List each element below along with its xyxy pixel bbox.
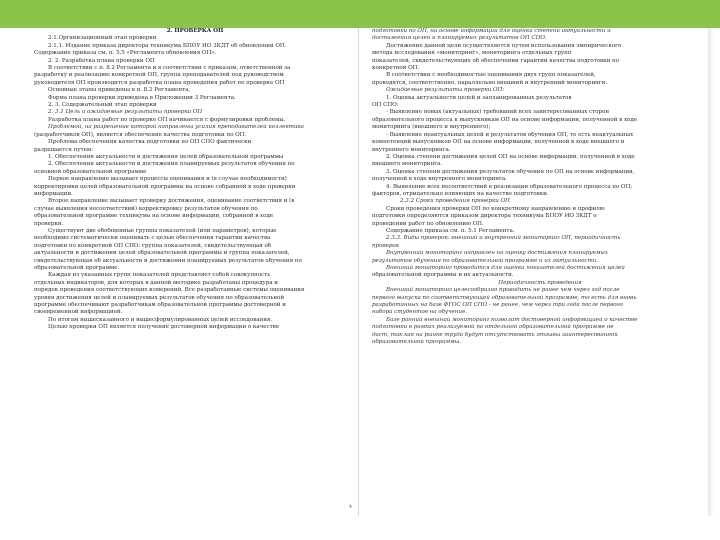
page-divider (358, 28, 359, 516)
right-text-line: набора студентов на обучение. (372, 309, 467, 316)
left-text-line: Форма плана проверки приведена в Приложении 3 Регламента. (48, 94, 236, 101)
right-text-line: разработанных на базе ФГОС ОП СПО - не ранее, чем через три года после первого (372, 302, 623, 309)
right-text-line: внешнего мониторинга. (372, 161, 443, 168)
left-text-line: основной образовательной программе (34, 168, 147, 175)
right-text-line: результатов обучения по образовательной программе и их актуальности. (372, 257, 599, 264)
right-text-line: образовательной программы. (372, 339, 461, 346)
right-text-line: Сроки проведения проверки ОП по конкретному направлению и профилю (386, 205, 605, 212)
left-text-line: проверки. (34, 220, 64, 227)
left-text-line: Основные этапы приведены в п. 8.2 Регламента, (48, 87, 191, 94)
left-text-line: Целью проверки ОП является получение достоверной информации о качестве (48, 324, 280, 331)
right-text-line: подготовки в рамках реализуемой по отдельной образовательной программе не (372, 324, 614, 331)
left-text-line: Проблемой, на разрешение которой направлены усилия преподавателей коллектива (48, 124, 304, 131)
left-text-line: порядок проведения соответствующих измерений. Все разработанные системы оценивания (34, 287, 305, 294)
left-text-line: свидетельствующая об актуальности и достижении планируемых результатов обучения по (34, 257, 302, 264)
right-text-line: Внешний мониторинг целесообразно проводить не ранее чем через год после (386, 287, 620, 294)
left-text-line: своевременной информацией. (34, 309, 123, 316)
right-text-line: достижения целей и планируемых результатов ОП СПО. (372, 35, 547, 42)
left-text-line: Каждая из указанных групп показателей представляет собой совокупность (48, 272, 271, 279)
left-text-line: Второе направление вызывает проверку достижения, оценивание соответствия и (в (48, 198, 295, 205)
right-text-line: Содержание приказа см. п. 5.1 Регламента. (386, 227, 515, 234)
right-text-line: 2.3.3. Виды проверок: внешний и внутренний мониторинг ОП, периодичность (386, 235, 621, 242)
right-text-line: В соответствии с необходимостью оценивания двух групп показателей, (386, 72, 596, 79)
right-text-line: 2.3.2 Сроки проведения проверки ОП (400, 198, 510, 205)
left-text-line: Существуют две обобщенные группы показателей (или параметров), которые (48, 227, 277, 234)
right-text-line: факторов, отрицательно влияющих на качество подготовки. (372, 190, 549, 197)
left-text-line: Содержание приказа см. п. 5.5 «Регламента обновления ОП». (34, 50, 217, 57)
left-text-line: В соответствии с п. 8.2 Регламента и в соответствии с приказом, ответственной за (48, 65, 291, 72)
left-text-line: 2. Обеспечения актуальности и достижения планируемых результатов обучения по (48, 161, 295, 168)
left-text-line: 2.1.Организационный этап проверки (48, 35, 157, 42)
left-text-line: 2.1.1. Издание приказа директора техникума БПОУ ИО ЗКДТ об обновлении ОП. (48, 42, 287, 49)
right-text-line: - Выявление новых (актуальных) требований всех заинтересованных сторон (386, 109, 610, 116)
left-text-line: По итогам вышесказанного и вышесформулированных целей исследования. (48, 316, 273, 323)
right-text-line: мониторинга (внешнего и внутреннего); (372, 124, 491, 131)
right-text-line: метода исследования «мониторинг», мониторинга отдельных групп (372, 50, 572, 57)
right-text-line: Ожидаемые результаты проверки ОП: (386, 87, 505, 94)
right-text-line: ОП СПО: (372, 102, 399, 109)
right-text-line: компетенций выпускников ОП на основе информации, полученной в ходе внешнего и (372, 139, 625, 146)
left-text-line: уровня достижения целей и планируемых результатов обучения по образовательной (34, 294, 285, 301)
right-text-line: Внутренний мониторинг направлен на оценку достижения планируемых (386, 250, 609, 257)
left-text-line: Первое направление вызывает процессы оценивания и (в случае необходимости) (48, 176, 287, 183)
left-text-line: случае выявления несоответствий) корректировку результатов обучения по (34, 205, 258, 212)
right-text-line: проверок (372, 242, 400, 249)
left-text-line: Разработка плана работ по проверке ОП начинается с формулировки проблемы. (48, 116, 286, 123)
right-text-line: показателей, свидетельствующих об обеспечении гарантии качества подготовки по (372, 57, 620, 64)
left-text-line: 1. Обеспечения актуальности и достижения целей образовательной программы (48, 153, 284, 160)
right-text-line: первого выпуска по соответствующей образовательной программе, то есть для вновь (372, 294, 637, 301)
left-text-line: 2. ПРОВЕРКА ОП (166, 28, 224, 34)
left-text-line: подготовки по конкретной ОП СПО: группа показателей, свидетельствующая об (34, 242, 272, 249)
right-text-line: даст, так как на рынке труда будут отсутствовать отзывы заинтересованной (372, 331, 618, 338)
left-text-line: руководителя ОП производится разработка плана проведения работ по проверке ОП (34, 79, 285, 86)
left-page (34, 28, 356, 516)
left-text-line: 2. 3.1 Цель и ожидаемые результаты проверки ОП (48, 109, 203, 116)
right-text-line: подготовки определяются приказом директора техникума БПОУ ИО ЗКДТ о (372, 213, 597, 220)
left-text-line: информации. (34, 190, 73, 197)
left-text-line: Проблема обеспечения качества подготовки по ОП СПО фактически (48, 139, 252, 146)
right-text-line: 4. Выявление всех несоответствий в реализации образовательного процесса по ОП; (386, 183, 633, 190)
right-text-line: внутреннего мониторинга. (372, 146, 451, 153)
right-text-line: подготовки по ОП, на основе информации для оценки степени актуальности и (372, 28, 611, 34)
page-shadow (708, 28, 714, 516)
right-text-line: 2. Оценка степени достижения целей ОП на основе информации, полученной в ходе (386, 153, 635, 160)
left-text-line: (разработчиков ОП), является обеспечение качества подготовки по ОП. (34, 131, 247, 138)
right-text-line: Базе ранний внешний мониторинг позволит достоверной информацией о качестве (386, 316, 638, 323)
top-accent-bar (0, 0, 720, 28)
left-text-line: 2. 2. Разработка плана проверки ОП (48, 57, 155, 64)
right-text-line: 1. Оценка актуальности целей и запланированных результатов (386, 94, 572, 101)
page-number: 4 (348, 504, 352, 510)
document-spread (14, 28, 708, 516)
right-text-line: Достижение данной цели осуществляется путем использования эмпирического (386, 42, 622, 49)
left-text-line: актуальности и достижении целей образовательной программы и группа показателей, (34, 250, 290, 257)
left-text-line: отдельных индикаторов, для которых в данной методике разработаны процедура и (34, 279, 278, 286)
right-text-line: Периодичность проведения (498, 279, 582, 286)
left-text-line: необходимо систематически оценивать с целью обеспечения гарантии качества (34, 235, 271, 242)
right-text-line: Внешний мониторинг проводится для оценки показателей достижения целей (386, 265, 625, 271)
right-text-line: проведении работ по обновлению ОП. (372, 220, 484, 227)
right-text-line: проводятся, соответственно, параллельно внешний и внутренний мониторинги. (372, 79, 608, 86)
right-text-line: полученной в ходе внутреннего мониторинга. (372, 176, 507, 183)
left-text-line: 2. 3. Содержательный этап проверки (48, 102, 157, 109)
left-text-line: образовательной программе. (34, 265, 120, 271)
left-text-line: корректировки целей образовательной программы на основе собранной в ходе проверки (34, 183, 296, 190)
left-text-line: образовательной программе техникума на основе информации, собранной в ходе (34, 213, 274, 220)
right-page (372, 28, 708, 516)
left-text-line: разработку и реализацию конкретной ОП, группа преподавателей под руководством (34, 72, 284, 79)
right-text-line: конкретной ОП. (372, 65, 420, 72)
left-text-line: программе обеспечивают разработчикам образовательной программы достоверной и (34, 302, 286, 309)
right-text-line: образовательной программы и их актуальности. (372, 272, 514, 279)
left-text-line: разрешается путем: (34, 146, 93, 153)
right-text-line: образовательного процесса к выпускникам ОП на основе информации, полученной в ходе (372, 116, 638, 123)
right-text-line: 3. Оценка степени достижения результатов обучения по ОП на основе информации, (386, 168, 635, 175)
right-text-line: - Выявление неактуальных целей и результатов обучения ОП, то есть неактуальных (386, 131, 634, 138)
